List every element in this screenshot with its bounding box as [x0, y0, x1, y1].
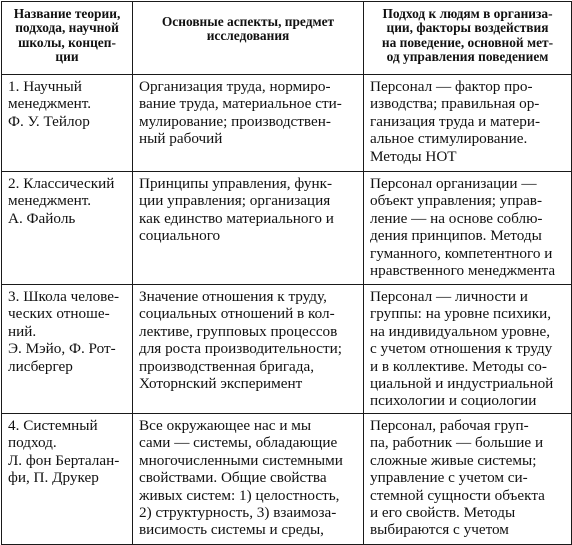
- header-line: Название теории,: [13, 7, 121, 21]
- cell-line: Персонал организации —: [370, 175, 537, 192]
- cell-line: сложные живые системы;: [370, 451, 537, 469]
- table-row: [2, 172, 572, 285]
- header-theory: [2, 2, 133, 75]
- management-theories-table: [1, 1, 572, 545]
- cell-line: Персонал — личности и: [370, 288, 528, 305]
- cell-line: социальных отношений в кол-: [139, 305, 335, 323]
- cell-line: Значение отношения к труду,: [139, 288, 327, 305]
- cell-line: управление с учетом си-: [370, 469, 528, 487]
- table-row: [2, 414, 572, 545]
- cell-line: висимость системы и среды,: [139, 521, 324, 539]
- aspects-cell: [133, 285, 364, 414]
- cell-line: Э. Мэйо, Ф. Рот-: [8, 340, 116, 358]
- cell-line: менеджмент.: [8, 95, 92, 113]
- cell-line: 4. Системный: [8, 417, 98, 434]
- cell-line: лективе, групповых процессов: [139, 322, 338, 340]
- theory-cell: [2, 172, 133, 285]
- cell-line: 2) структурность, 3) взаимоза-: [139, 504, 337, 522]
- cell-line: альное стимулирование.: [370, 130, 528, 148]
- cell-line: для роста производительности;: [139, 340, 342, 358]
- cell-line: выбираются с учетом: [370, 521, 509, 539]
- header-line: на поведение, основной мет-: [381, 35, 554, 50]
- header-line: подхода, научной: [15, 21, 119, 36]
- cell-line: Принципы управления, функ-: [139, 175, 333, 192]
- cell-line: с учетом отношения к труду: [370, 340, 553, 358]
- cell-line: сами — системы, обладающие: [139, 434, 338, 452]
- cell-line: стемной сущности объекта: [370, 486, 545, 504]
- header-approach: [364, 2, 572, 75]
- cell-line: ганизация труда и матери-: [370, 112, 541, 130]
- cell-line: ческих отноше-: [8, 305, 110, 323]
- theory-cell: [2, 414, 133, 545]
- cell-line: ный рабочий: [139, 130, 223, 148]
- header-line: Основные аспекты, предмет: [161, 15, 335, 29]
- cell-line: Персонал — фактор про-: [370, 78, 533, 95]
- cell-line: ции управления; организация: [139, 192, 331, 210]
- cell-line: Хоторнский эксперимент: [139, 375, 303, 393]
- table-row: [2, 285, 572, 414]
- header-line: школы, концеп-: [18, 35, 116, 50]
- cell-line: Все окружающее нас и мы: [139, 417, 312, 434]
- cell-line: производственная бригада,: [139, 357, 315, 375]
- cell-line: циальной и индустриальной: [370, 375, 554, 393]
- cell-line: ний.: [8, 322, 37, 340]
- cell-line: и его свойств. Методы: [370, 504, 516, 522]
- approach-cell: [364, 172, 572, 285]
- header-line: Подход к людям в организа-: [382, 7, 553, 21]
- cell-line: Методы НОТ: [370, 147, 457, 165]
- cell-line: мулирование; производствен-: [139, 112, 331, 130]
- cell-line: па, работник — большие и: [370, 434, 544, 452]
- approach-cell: [364, 285, 572, 414]
- cell-line: вание труда, материальное сти-: [139, 95, 342, 113]
- aspects-cell: [133, 414, 364, 545]
- cell-line: объект управления; управ-: [370, 192, 543, 210]
- cell-line: социального: [139, 227, 221, 245]
- cell-line: изводства; правильная ор-: [370, 95, 540, 113]
- aspects-cell: [133, 75, 364, 172]
- cell-line: как единство материального и: [139, 209, 334, 227]
- cell-line: 3. Школа челове-: [8, 288, 120, 305]
- theory-cell: [2, 285, 133, 414]
- header-line: од управления поведением: [386, 50, 549, 65]
- header-aspects: [133, 2, 364, 75]
- cell-line: гуманного, компетентного и: [370, 244, 553, 262]
- header-line: исследования: [206, 29, 290, 44]
- cell-line: группы: на уровне психики,: [370, 305, 551, 323]
- cell-line: психологии и социологии: [370, 392, 537, 410]
- cell-line: и в коллективе. Методы со-: [370, 357, 547, 375]
- cell-line: 2. Классический: [8, 175, 115, 192]
- cell-line: многочисленными системными: [139, 451, 343, 469]
- cell-line: дения принципов. Методы: [370, 227, 542, 245]
- cell-line: фи, П. Друкер: [8, 469, 99, 487]
- cell-line: 1. Научный: [8, 78, 82, 95]
- cell-line: ление — на основе соблю-: [370, 209, 543, 227]
- cell-line: Персонал, рабочая груп-: [370, 417, 529, 434]
- cell-line: живых систем: 1) целостность,: [139, 486, 340, 504]
- cell-line: свойствами. Общие свойства: [139, 469, 327, 487]
- header-line: ции, факторы воздействия: [386, 21, 549, 36]
- header-row: [2, 2, 572, 75]
- aspects-cell: [133, 172, 364, 285]
- approach-cell: [364, 414, 572, 545]
- table-row: [2, 75, 572, 172]
- theory-cell: [2, 75, 133, 172]
- cell-line: нравственного менеджмента: [370, 262, 556, 280]
- cell-line: Л. фон Берталан-: [8, 451, 120, 469]
- cell-line: Ф. У. Тейлор: [8, 112, 90, 130]
- cell-line: лисбергер: [8, 357, 73, 375]
- cell-line: подход.: [8, 434, 57, 452]
- cell-line: менеджмент.: [8, 192, 92, 210]
- cell-line: А. Файоль: [8, 209, 76, 227]
- header-line: ции: [55, 50, 79, 65]
- approach-cell: [364, 75, 572, 172]
- cell-line: Организация труда, нормиро-: [139, 78, 331, 95]
- cell-line: на индивидуальном уровне,: [370, 322, 551, 340]
